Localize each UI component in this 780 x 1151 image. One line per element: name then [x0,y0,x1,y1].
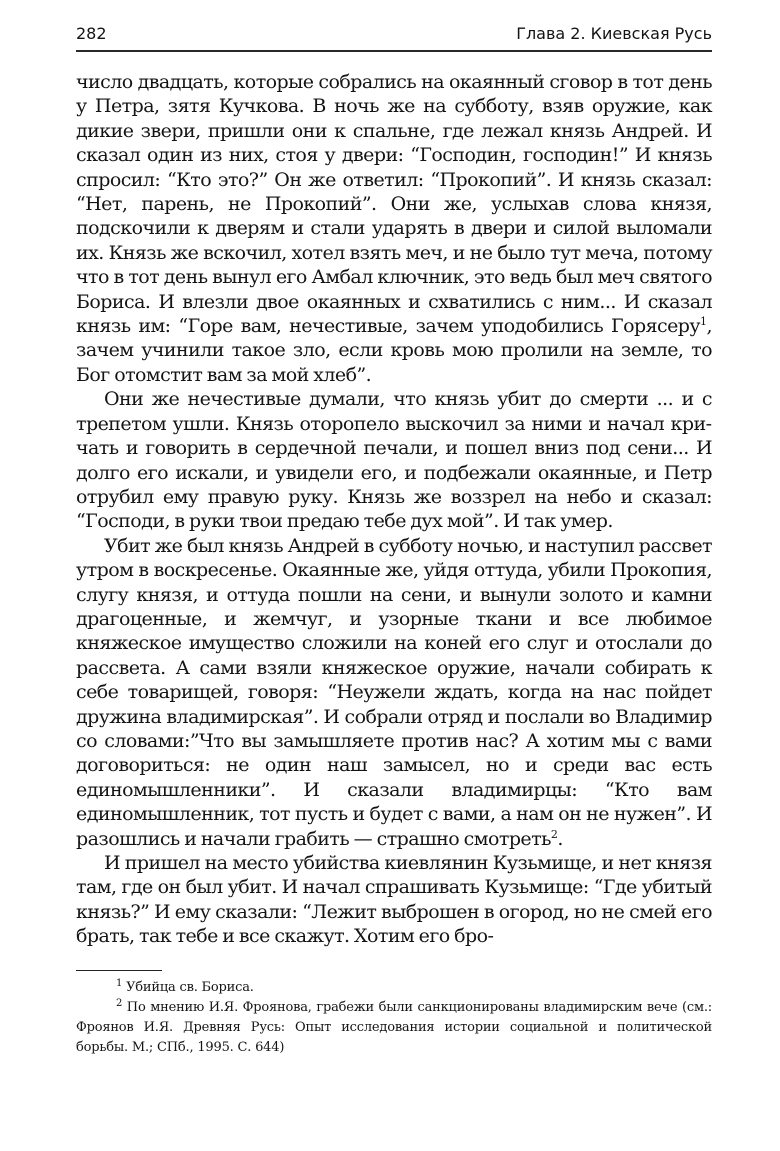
footnote-ref-2: 2 [550,827,558,841]
main-text [76,70,712,949]
paragraph-3-text-end: . [557,827,563,850]
paragraph-3 [76,534,712,851]
footnote-divider [76,970,162,971]
footnote-ref-1: 1 [700,315,707,329]
paragraph-3-text: Убит же был князь Андрей в субботу ночью, и наступил рассвет утром в воскресенье. Окаянные же, уйдя оттуда, убили Прокопия, слугу князя, и оттуда пошли на сени, и вынули золото и камни драгоценные, и жемчуг, и узорные ткани и все любимое княжеское имущество сложили на коней его слуг и отослали до рассвета. А сами взяли княжеское оружие, начали собирать к себе товарищей, говоря: “Неужели ждать, когда на нас пойдет дружина владимирская”. И собрали отряд и послали во Владимир со словами:”Что вы замышляете против нас? А хотим мы с вами договориться: не один наш замысел, но и среди вас есть единомышленники”. И сказали владимирцы: “Кто вам единомышленник, тот пусть и будет с вами, а нам он не нужен”. И разошлись и начали грабить — страшно смотреть [76,534,712,850]
page-number: 282 [76,24,107,43]
paragraph-2: Они же нечестивые думали, что князь убит до смерти ... и с трепетом ушли. Князь оторопело выскочил за ними и начал кричать и говорить в сердечной печали, и пошел вниз под сени... И долго его искали, и увидели его, и подбежали окаянные, и Петр отрубил ему правую руку. Князь же воззрел на небо и сказал: “Господи, в руки твои предаю тебе дух мой”. И так умер. [76,388,712,533]
footnote-1-text: Убийца св. Бориса. [122,980,254,995]
paragraph-4: И пришел на место убийства киевлянин Кузьмище, и нет князя там, где он был убит. И начал спрашивать Кузьмище: “Где убитый князь?” И ему сказали: “Лежит выброшен в огород, но не смей его брать, так тебе и все скажут. Хотим его бро- [76,852,712,948]
footnote-1 [76,978,712,998]
footnote-2-text: По мнению И.Я. Фроянова, грабежи были санкционированы владимирским вече (см.: Фроянов И.Я. Древняя Русь: Опыт исследования истории социальной и политической борьбы. М.; СПб., 1995. С. 644) [76,1000,712,1055]
footnotes [76,978,712,1058]
footnote-mark-2: 2 [116,998,123,1009]
footnote-2 [76,998,712,1058]
paragraph-1 [76,70,712,387]
paragraph-1-text: число двадцать, которые собрались на окаянный сговор в тот день у Петра, зятя Кучкова. В ночь же на субботу, взяв оружие, как дикие звери, пришли они к спальне, где лежал князь Андрей. И сказал один из них, стоя у двери: “Господин, господин!” И князь спросил: “Кто это?” Он же ответил: “Прокопий”. И князь сказал: “Нет, парень, не Прокопий”. Они же, услыхав слова князя, подскочили к дверям и стали ударять в двери и силой выломали их. Князь же вскочил, хотел взять меч, и не было тут меча, потому что в тот день вынул его Амбал ключник, это ведь был меч святого Бориса. И влезли двое окаянных и схватились с ним... И сказал князь им: “Горе вам, нечестивые, зачем уподобились Горясеру [76,71,712,338]
chapter-title: Глава 2. Киевская Русь [516,24,712,43]
running-header [76,22,712,52]
footnote-mark-1: 1 [116,978,123,989]
paragraph-1-text-end: , зачем учинили такое зло, если кровь мою пролили на земле, то Бог отомстит вам за мой хлеб”. [76,315,712,386]
